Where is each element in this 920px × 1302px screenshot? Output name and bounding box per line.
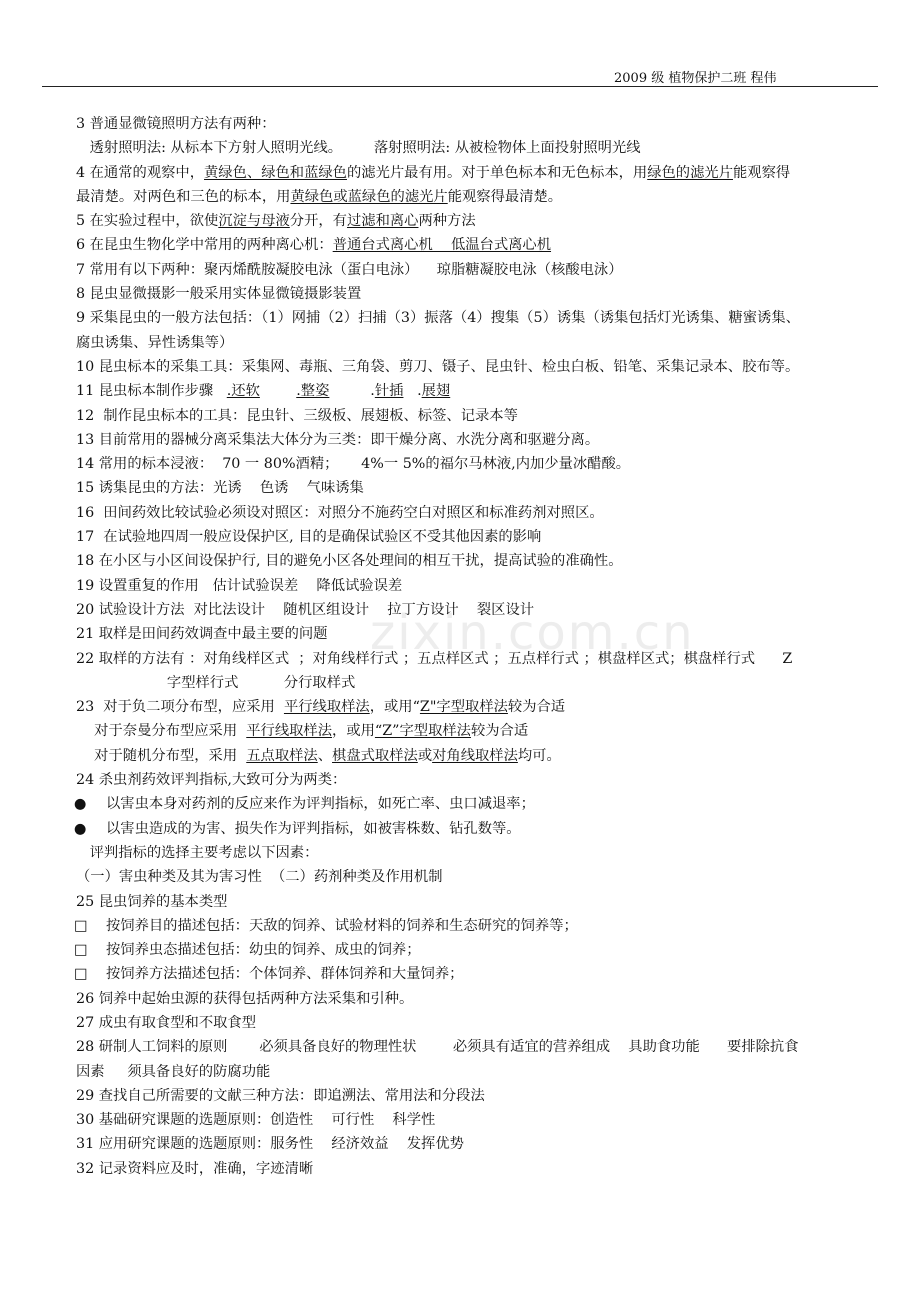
text-line <box>76 331 882 355</box>
text-line <box>76 258 882 282</box>
underlined-text: “Z”字型取样法 <box>374 723 471 740</box>
text-segment: 能观察得 <box>733 164 791 181</box>
text-segment: 11 昆虫标本制作步骤 <box>76 383 227 400</box>
text-line <box>76 890 882 914</box>
text-segment: 10 昆虫标本的采集工具：采集网、毒瓶、三角袋、剪刀、镊子、昆虫针、检虫白板、铅笔、采集记录本、胶布等。 <box>76 358 800 375</box>
text-segment: 31 应用研究课题的选题原则：服务性 经济效益 发挥优势 <box>76 1136 464 1153</box>
underlined-text: Z"字型取样法 <box>419 699 508 716</box>
text-segment: 较为合适 <box>507 699 566 716</box>
page-header <box>42 64 878 87</box>
underlined-text: 黄绿色、绿色和蓝绿色 <box>204 164 347 181</box>
text-segment: 3 普通显微镜照明方法有两种： <box>76 116 276 132</box>
text-line <box>76 1132 882 1156</box>
text-segment: 8 昆虫显微摄影一般采用实体显微镜摄影装置 <box>76 286 362 303</box>
underlined-text: 平行线取样法 <box>283 699 370 716</box>
text-segment: 22 取样的方法有 ：对角线样区式 ；对角线样行式 ；五点样区式 ；五点样行式 ；棋盘样区式；棋盘样行式 Z <box>76 650 793 667</box>
text-line <box>76 622 882 646</box>
text-line <box>76 501 882 525</box>
text-segment: 19 设置重复的作用 估计试验误差 降低试验误差 <box>76 577 403 594</box>
text-segment: 较为合适 <box>470 723 529 740</box>
text-segment: 均可。 <box>517 747 561 764</box>
text-segment: 24 杀虫剂药效评判指标,大致可分为两类： <box>76 772 347 789</box>
text-segment: 32 记录资料应及时，准确，字迹清晰 <box>76 1160 314 1177</box>
text-segment: 18 在小区与小区间设保护行, 目的避免小区各处理间的相互干扰，提高试验的准确性。 <box>76 553 623 570</box>
bullet-square-icon: □ <box>74 942 88 959</box>
text-segment: . <box>403 383 422 400</box>
text-line <box>76 355 882 379</box>
bullet-dot-icon: ● <box>74 820 87 837</box>
text-segment: 13 目前常用的器械分离采集法大体分为三类：即干燥分离、水洗分离和驱避分离。 <box>76 431 600 448</box>
text-segment: 20 试验设计方法 对比法设计 随机区组设计 拉丁方设计 裂区设计 <box>76 601 535 618</box>
underlined-text: 平行线取样法 <box>246 723 333 740</box>
text-segment: 27 成虫有取食型和不取食型 <box>76 1014 257 1031</box>
text-line <box>76 938 882 962</box>
text-segment: 23 对于负二项分布型，应采用 <box>76 699 284 716</box>
text-segment: 26 饲养中起始虫源的获得包括两种方法采集和引种。 <box>76 990 414 1007</box>
text-segment: 17 在试验地四周一般应设保护区, 目的是确保试验区不受其他因素的影响 <box>76 529 542 546</box>
underlined-text: .还软 <box>226 383 260 400</box>
text-line <box>76 768 882 792</box>
text-segment: . <box>329 383 375 400</box>
text-line <box>76 841 882 865</box>
underlined-text: 沉淀与母液 <box>218 213 290 230</box>
text-line <box>76 525 882 549</box>
underlined-text: 五点取样法 <box>246 747 318 764</box>
text-segment: 14 常用的标本浸液： 70 一 80%酒精； 4%一 5%的福尔马林液,内加少量冰醋酸。 <box>76 456 631 473</box>
underlined-text: 普通台式离心机 低温台式离心机 <box>332 237 552 254</box>
text-segment: 按饲养目的描述包括：天敌的饲养、试验材料的饲养和生态研究的饲养等； <box>106 917 578 934</box>
text-line <box>76 1011 882 1035</box>
document-body <box>76 112 882 1181</box>
watermark: zixin.com.cn <box>370 605 695 661</box>
text-line <box>76 671 882 695</box>
text-segment: 最清楚。对两色和三色的标本，用 <box>76 188 291 205</box>
text-line <box>76 817 882 841</box>
text-line <box>76 1035 882 1059</box>
text-segment: 29 查找自己所需要的文献三种方法：即追溯法、常用法和分段法 <box>76 1087 485 1104</box>
text-line <box>76 574 882 598</box>
text-segment: 分开，有 <box>289 213 347 230</box>
text-line <box>76 282 882 306</box>
text-segment: 4 在通常的观察中， <box>76 164 205 181</box>
text-line <box>76 549 882 573</box>
text-segment: 对于随机分布型，采用 <box>76 747 247 764</box>
text-line <box>76 914 882 938</box>
text-segment: 5 在实验过程中，欲使 <box>76 213 219 230</box>
text-segment: 字型样行式 分行取样式 <box>76 674 356 691</box>
text-segment: ，或用“ <box>369 699 420 716</box>
text-line <box>76 476 882 500</box>
text-line <box>76 209 882 233</box>
text-segment: 25 昆虫饲养的基本类型 <box>76 893 228 910</box>
text-line <box>76 1084 882 1108</box>
text-line <box>76 161 882 185</box>
text-segment: 28 研制人工饲料的原则 必须具备良好的物理性状 必须具有适宜的营养组成 具助食功能 要排除抗食 <box>76 1039 799 1056</box>
underlined-text: 针插 <box>374 383 404 400</box>
text-line <box>76 695 882 719</box>
text-line <box>76 744 882 768</box>
text-segment <box>260 383 296 399</box>
text-line <box>76 598 882 622</box>
text-segment: 因素 须具备良好的防腐功能 <box>76 1063 271 1080</box>
text-segment: 30 基础研究课题的选题原则：创造性 可行性 科学性 <box>76 1112 436 1129</box>
text-segment: 9 采集昆虫的一般方法包括：（1）网捕（2）扫捕（3）振落（4）搜集（5）诱集（诱集包括灯光诱集、糖蜜诱集、 <box>76 310 800 327</box>
text-line <box>76 112 882 136</box>
text-segment: 的滤光片最有用。对于单色标本和无色标本，用 <box>346 164 648 181</box>
header-text: 2009 级 植物保护二班 程伟 <box>614 71 777 86</box>
text-segment: 、 <box>317 747 333 764</box>
bullet-square-icon: □ <box>74 917 88 934</box>
text-line <box>76 306 882 330</box>
text-segment: 16 田间药效比较试验必须设对照区：对照分不施药空白对照区和标准药剂对照区。 <box>76 504 604 521</box>
text-line <box>76 987 882 1011</box>
text-line <box>76 865 882 889</box>
text-segment: 12 制作昆虫标本的工具：昆虫针、三级板、展翅板、标签、记录本等 <box>76 407 518 424</box>
text-segment: 透射照明法: 从标本下方射人照明光线。 落射照明法: 从被检物体上面投射照明光线 <box>76 140 641 157</box>
text-line <box>76 428 882 452</box>
underlined-text: 绿色的滤光片 <box>647 164 733 181</box>
text-segment: 7 常用有以下两种：聚丙烯酰胺凝胶电泳（蛋白电泳） 琼脂糖凝胶电泳（核酸电泳） <box>76 261 623 278</box>
text-line <box>76 962 882 986</box>
text-line <box>76 1060 882 1084</box>
text-segment: 以害虫造成的为害、损失作为评判指标，如被害株数、钻孔数等。 <box>106 820 521 837</box>
text-segment: 腐虫诱集、异性诱集等） <box>76 334 234 351</box>
text-segment: 能观察得最清楚。 <box>447 188 563 205</box>
text-segment: 以害虫本身对药剂的反应来作为评判指标，如死亡率、虫口减退率； <box>106 796 535 813</box>
bullet-square-icon: □ <box>74 966 88 983</box>
text-line <box>76 379 882 403</box>
text-segment: 6 在昆虫生物化学中常用的两种离心机： <box>76 237 333 254</box>
text-line <box>76 792 882 816</box>
text-segment: 评判指标的选择主要考虑以下因素： <box>76 844 319 861</box>
text-line <box>76 719 882 743</box>
underlined-text: .整姿 <box>296 383 330 400</box>
text-segment: 按饲养虫态描述包括：幼虫的饲养、成虫的饲养； <box>106 942 421 959</box>
text-line <box>76 136 882 160</box>
text-segment: 或 <box>417 747 433 764</box>
underlined-text: 棋盘式取样法 <box>332 747 418 764</box>
text-line <box>76 1108 882 1132</box>
text-segment: （一）害虫种类及其为害习性 （二）药剂种类及作用机制 <box>76 869 443 886</box>
underlined-text: 展翅 <box>421 383 451 400</box>
bullet-dot-icon: ● <box>74 796 87 813</box>
text-segment: 两种方法 <box>418 213 476 230</box>
text-line <box>76 452 882 476</box>
text-segment: 15 诱集昆虫的方法：光诱 色诱 气味诱集 <box>76 480 364 497</box>
text-line <box>76 647 882 671</box>
text-line <box>76 404 882 428</box>
text-segment: 21 取样是田间药效调查中最主要的问题 <box>76 626 328 643</box>
text-segment: 对于奈曼分布型应采用 <box>76 723 247 740</box>
text-segment: 按饲养方法描述包括：个体饲养、群体饲养和大量饲养； <box>106 966 464 983</box>
underlined-text: 对角线取样法 <box>432 747 518 764</box>
text-line <box>76 1157 882 1181</box>
text-line <box>76 185 882 209</box>
text-line <box>76 233 882 257</box>
text-segment: ，或用 <box>332 723 375 740</box>
underlined-text: 黄绿色或蓝绿色的滤光片 <box>290 188 448 205</box>
underlined-text: 过滤和离心 <box>346 213 419 230</box>
